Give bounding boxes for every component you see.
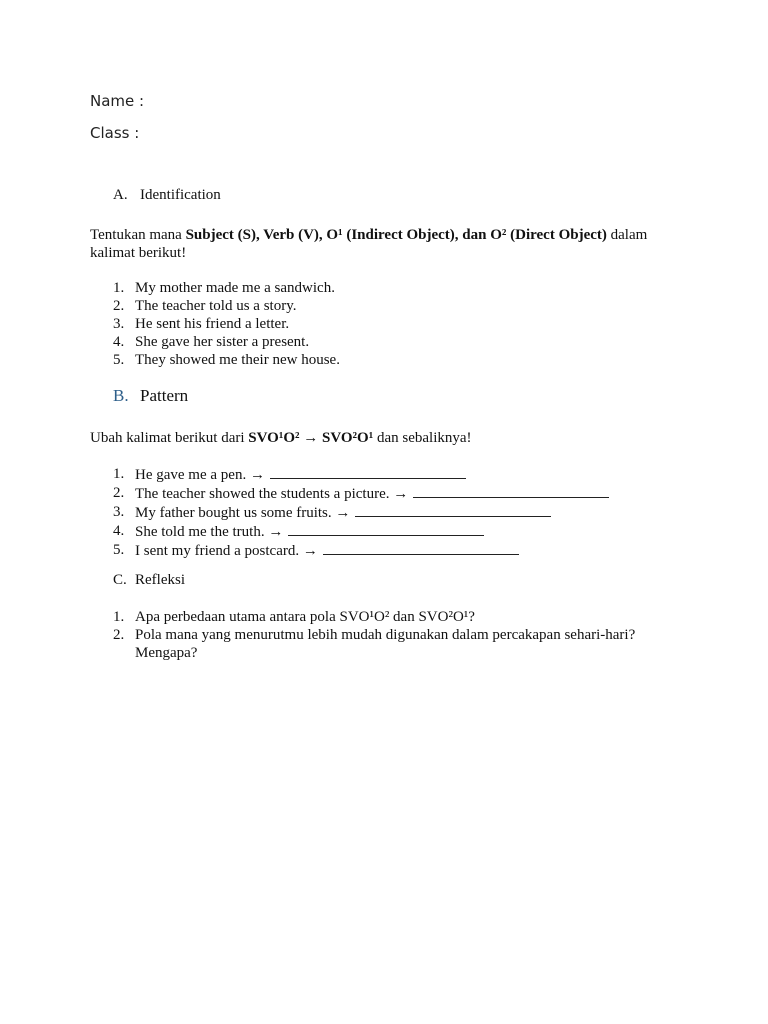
class-label: Class : — [90, 124, 140, 142]
answer-blank[interactable] — [355, 503, 551, 517]
section-b-number: B. — [113, 386, 129, 405]
list-item — [113, 522, 673, 541]
item-number: 1. — [113, 609, 125, 625]
item-number: 2. — [113, 298, 125, 314]
list-item — [113, 541, 673, 560]
list-item — [113, 484, 673, 503]
item-text: She gave her sister a present. — [135, 334, 310, 350]
section-b-list — [113, 465, 673, 560]
instruction-text: dalam kalimat berikut! — [90, 227, 648, 261]
section-c-heading — [113, 572, 185, 589]
section-a-heading — [113, 187, 221, 204]
section-a-number: A. — [113, 187, 128, 203]
item-text: My father bought us some fruits. → — [135, 505, 351, 521]
item-text: The teacher told us a story. — [135, 298, 297, 314]
section-b-title: Pattern — [140, 386, 189, 405]
item-text: She told me the truth. → — [135, 524, 284, 540]
item-number: 4. — [113, 334, 125, 350]
name-label: Name : — [90, 92, 145, 110]
instruction-bold-text: Subject (S), Verb (V), O¹ (Indirect Object), dan O² (Direct Object) — [185, 227, 607, 243]
list-item — [113, 279, 673, 297]
instruction-text: Tentukan mana — [90, 227, 186, 243]
section-c-list — [113, 608, 673, 662]
item-number: 5. — [113, 352, 125, 368]
instruction-text: Ubah kalimat berikut dari — [90, 430, 249, 446]
answer-blank[interactable] — [270, 465, 466, 479]
list-item — [113, 465, 673, 484]
item-text: I sent my friend a postcard. → — [135, 543, 318, 559]
item-text: Pola mana yang menurutmu lebih mudah digunakan dalam percakapan sehari-hari? Mengapa? — [135, 627, 636, 661]
answer-blank[interactable] — [323, 541, 519, 555]
instruction-text: dan sebaliknya! — [373, 430, 472, 446]
item-number: 2. — [113, 485, 125, 501]
section-c-title: Refleksi — [135, 572, 185, 588]
instruction-bold-text: SVO¹O² → SVO²O¹ — [248, 430, 374, 446]
list-item — [113, 626, 673, 662]
list-item — [113, 315, 673, 333]
item-text: Apa perbedaan utama antara pola SVO¹O² dan SVO²O¹? — [135, 609, 475, 625]
list-item — [113, 608, 673, 626]
item-number: 1. — [113, 280, 125, 296]
section-a-instruction — [90, 226, 670, 262]
section-a-list — [113, 279, 673, 369]
item-number: 5. — [113, 542, 125, 558]
list-item — [113, 503, 673, 522]
item-number: 3. — [113, 504, 125, 520]
answer-blank[interactable] — [288, 522, 484, 536]
item-number: 1. — [113, 466, 125, 482]
item-text: The teacher showed the students a picture. → — [135, 486, 409, 502]
section-b-heading — [113, 386, 188, 406]
item-number: 3. — [113, 316, 125, 332]
item-number: 2. — [113, 627, 125, 643]
list-item — [113, 333, 673, 351]
list-item — [113, 297, 673, 315]
section-c-number: C. — [113, 572, 127, 588]
section-a-title: Identification — [140, 187, 221, 203]
item-text: They showed me their new house. — [135, 352, 340, 368]
item-number: 4. — [113, 523, 125, 539]
section-b-instruction — [90, 429, 670, 447]
list-item — [113, 351, 673, 369]
item-text: My mother made me a sandwich. — [135, 280, 335, 296]
item-text: He gave me a pen. → — [135, 467, 265, 483]
item-text: He sent his friend a letter. — [135, 316, 290, 332]
answer-blank[interactable] — [413, 484, 609, 498]
